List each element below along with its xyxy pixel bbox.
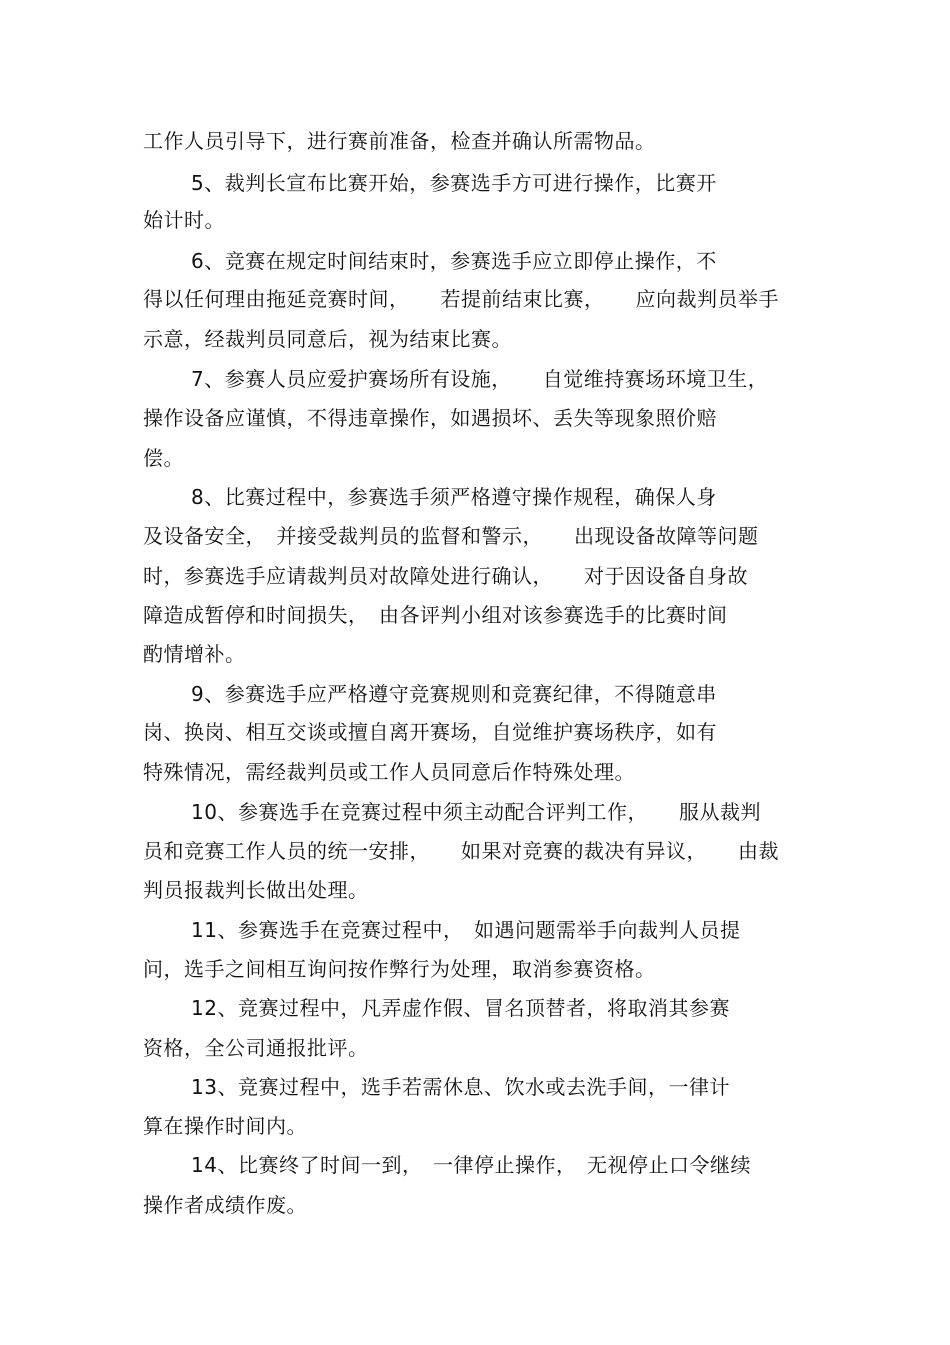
text-line: 问，选手之间相互询问按作弊行为处理，取消参赛资格。 bbox=[143, 957, 656, 981]
text-line: 时，参赛选手应请裁判员对故障处进行确认， 对于因设备自身故 bbox=[143, 564, 748, 588]
text-line: 7、参赛人员应爱护赛场所有设施， 自觉维持赛场环境卫生， bbox=[191, 367, 769, 391]
text-line: 操作者成绩作废。 bbox=[143, 1193, 307, 1217]
text-line: 始计时。 bbox=[143, 208, 225, 232]
text-line: 资格，全公司通报批评。 bbox=[143, 1036, 369, 1060]
text-line: 偿。 bbox=[143, 446, 184, 470]
text-line: 员和竞赛工作人员的统一安排， 如果对竞赛的裁决有异议， 由裁 bbox=[143, 839, 779, 863]
text-line: 10、参赛选手在竞赛过程中须主动配合评判工作， 服从裁判 bbox=[191, 800, 761, 824]
text-line: 得以任何理由拖延竞赛时间， 若提前结束比赛， 应向裁判员举手 bbox=[143, 287, 779, 311]
text-line: 工作人员引导下，进行赛前准备，检查并确认所需物品。 bbox=[143, 129, 656, 153]
text-line: 12、竞赛过程中，凡弄虚作假、冒名顶替者，将取消其参赛 bbox=[191, 996, 730, 1020]
text-line: 酌情增补。 bbox=[143, 642, 246, 666]
text-line: 算在操作时间内。 bbox=[143, 1114, 307, 1138]
text-line: 5、裁判长宣布比赛开始，参赛选手方可进行操作，比赛开 bbox=[191, 171, 717, 195]
text-line: 14、比赛终了时间一到， 一律停止操作， 无视停止口令继续 bbox=[191, 1153, 751, 1177]
text-line: 障造成暂停和时间损失， 由各评判小组对该参赛选手的比赛时间 bbox=[143, 603, 728, 627]
text-line: 岗、换岗、相互交谈或擅自离开赛场，自觉维护赛场秩序，如有 bbox=[143, 720, 717, 744]
text-line: 13、竞赛过程中，选手若需休息、饮水或去洗手间，一律计 bbox=[191, 1075, 730, 1099]
text-line: 特殊情况，需经裁判员或工作人员同意后作特殊处理。 bbox=[143, 760, 635, 784]
text-line: 示意，经裁判员同意后，视为结束比赛。 bbox=[143, 327, 512, 351]
text-line: 6、竞赛在规定时间结束时，参赛选手应立即停止操作，不 bbox=[191, 249, 717, 273]
text-line: 判员报裁判长做出处理。 bbox=[143, 878, 369, 902]
text-line: 8、比赛过程中，参赛选手须严格遵守操作规程，确保人身 bbox=[191, 485, 717, 509]
text-line: 9、参赛选手应严格遵守竞赛规则和竞赛纪律，不得随意串 bbox=[191, 682, 717, 706]
text-line: 11、参赛选手在竞赛过程中， 如遇问题需举手向裁判人员提 bbox=[191, 918, 741, 942]
text-line: 操作设备应谨慎，不得违章操作，如遇损坏、丢失等现象照价赔 bbox=[143, 406, 717, 430]
text-line: 及设备安全， 并接受裁判员的监督和警示， 出现设备故障等问题 bbox=[143, 524, 759, 548]
